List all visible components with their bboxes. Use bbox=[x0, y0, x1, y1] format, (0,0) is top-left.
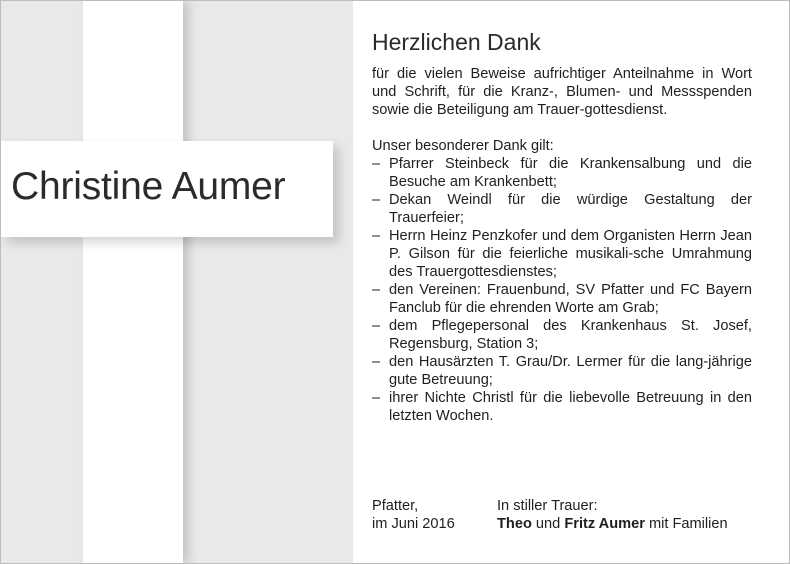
thanks-text-column bbox=[372, 28, 752, 425]
place: Pfatter, bbox=[372, 498, 419, 514]
intro-paragraph: für die vielen Beweise aufrichtiger Anteilnahme in Wort und Schrift, für die Kranz-, Blumen- und Messspenden sowie die Beteiligung am Trauer-gottesdienst. bbox=[372, 66, 752, 118]
heading: Herzlichen Dank bbox=[372, 29, 541, 55]
thanks-item bbox=[372, 155, 752, 191]
mourners bbox=[497, 497, 767, 533]
cross-vertical-beam bbox=[83, 1, 183, 563]
mourning-label: In stiller Trauer: bbox=[497, 498, 598, 514]
thanks-item bbox=[372, 317, 752, 353]
date: im Juni 2016 bbox=[372, 516, 455, 532]
mourner-name-2: Fritz Aumer bbox=[564, 516, 645, 532]
mourner-connector: und bbox=[531, 516, 565, 532]
place-date bbox=[372, 497, 482, 533]
thanks-list bbox=[372, 155, 752, 425]
list-dash: – bbox=[372, 156, 381, 172]
mourner-name-1: Theo bbox=[497, 516, 532, 532]
mourners-line bbox=[497, 515, 767, 533]
thanks-item bbox=[372, 281, 752, 317]
thanks-item-text: den Vereinen: Frauenbund, SV Pfatter und FC Bayern Fanclub für die ehrenden Worte am Grab; bbox=[389, 282, 752, 316]
list-dash: – bbox=[372, 282, 381, 298]
cross-panel bbox=[1, 1, 353, 563]
deceased-name: Christine Aumer bbox=[11, 165, 286, 208]
list-dash: – bbox=[372, 390, 381, 406]
list-dash: – bbox=[372, 354, 381, 370]
thanks-title: Unser besonderer Dank gilt: bbox=[372, 138, 554, 154]
thanks-item-text: Dekan Weindl für die würdige Gestaltung der Trauerfeier; bbox=[389, 192, 752, 226]
thanks-item-text: Herrn Heinz Penzkofer und dem Organisten Herrn Jean P. Gilson für die feierliche musikali-sche Umrahmung des Trauergottesdienstes; bbox=[389, 228, 752, 280]
thanks-item-text: ihrer Nichte Christl für die liebevolle Betreuung in den letzten Wochen. bbox=[389, 390, 752, 424]
mourner-suffix: mit Familien bbox=[644, 516, 728, 532]
list-dash: – bbox=[372, 318, 381, 334]
list-dash: – bbox=[372, 192, 381, 208]
thanks-item bbox=[372, 227, 752, 281]
thanks-item bbox=[372, 389, 752, 425]
list-dash: – bbox=[372, 228, 381, 244]
thanks-item-text: Pfarrer Steinbeck für die Krankensalbung und die Besuche am Krankenbett; bbox=[389, 156, 752, 190]
thanks-item bbox=[372, 353, 752, 389]
thanks-item-text: den Hausärzten T. Grau/Dr. Lermer für die lang-jährige gute Betreuung; bbox=[389, 354, 752, 388]
thanks-item-text: dem Pflegepersonal des Krankenhaus St. Josef, Regensburg, Station 3; bbox=[389, 318, 752, 352]
thanks-item bbox=[372, 191, 752, 227]
